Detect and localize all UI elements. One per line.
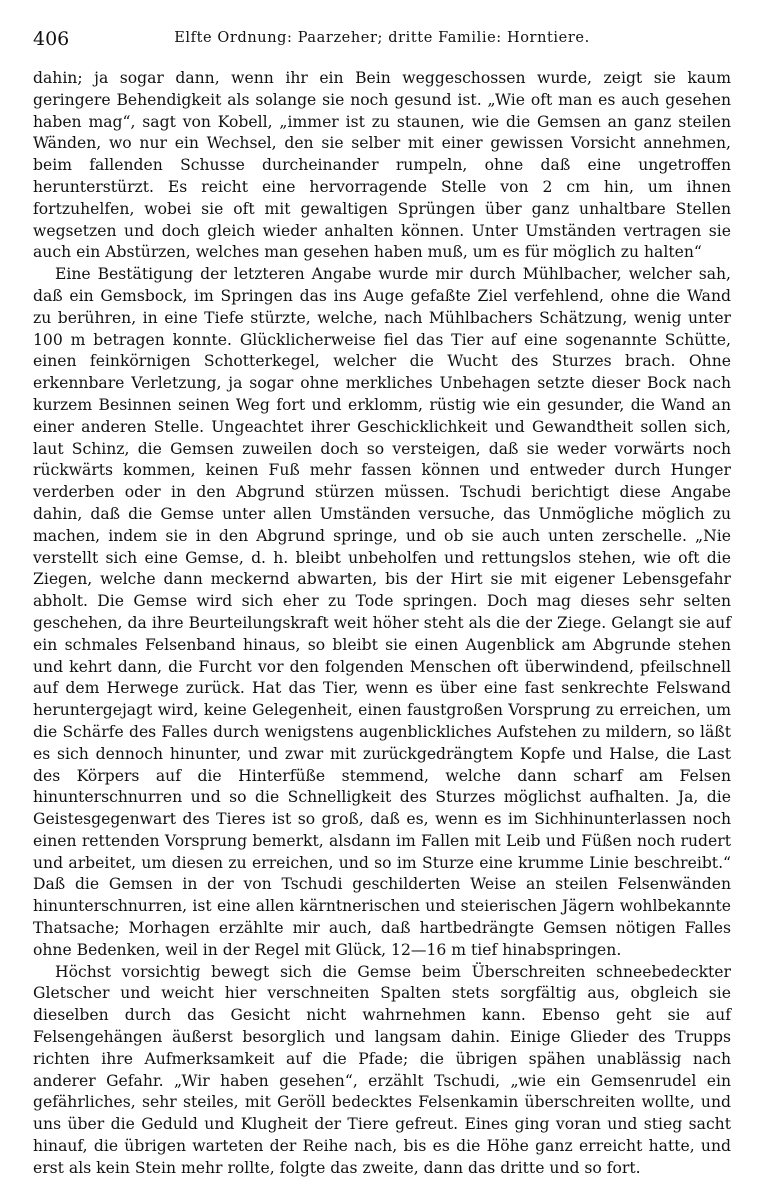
paragraph-caution: Höchst vorsichtig bewegt sich die Gemse beim Überschreiten schneebedeckter Gletscher und weicht hier verschneiten Spalten stets sorgfältig aus, obgleich sie dieselben durch das Gesicht nicht wahrnehmen kann. Ebenso geht sie auf Felsengehängen äußerst besorglich und langsam dahin. Einige Glieder des Trupps richten ihre Aufmerksamkeit auf die Pfade; die übrigen spähen unablässig nach anderer Gefahr. „Wir haben gesehen“, erzählt Tschudi, „wie ein Gemsenrudel ein gefährliches, sehr steiles, mit Geröll bedecktes Felsenkamin überschreiten wollte, und uns über die Geduld und Klugheit der Tiere gefreut. Eines ging voran und stieg sacht hinauf, die übrigen warteten der Reihe nach, bis es die Höhe ganz erreicht hatte, und erst als kein Stein mehr rollte, folgte das zweite, dann das dritte und so fort.: [33, 962, 731, 1177]
page-number: 406: [33, 28, 70, 50]
running-title: Elfte Ordnung: Paarzeher; dritte Familie: Horntiere.: [174, 30, 590, 46]
paragraph-continuation: dahin; ja sogar dann, wenn ihr ein Bein weggeschossen wurde, zeigt sie kaum geringere Behendigkeit als solange sie noch gesund ist. „Wie oft man es auch gesehen haben mag“, sagt von Kobell, „immer ist zu staunen, wie die Gemsen an ganz steilen Wänden, wo nur ein Wechsel, den sie selber mit einer gewissen Vorsicht annehmen, beim fallenden Schusse durcheinander rumpeln, ohne daß eine ungetroffen herunterstürzt. Es reicht eine hervorragende Stelle von 2 cm hin, um ihnen fortzuhelfen, wobei sie oft mit gewaltigen Sprüngen über ganz unhaltbare Stellen wegsetzen und doch gleich wieder anhalten können. Unter Umständen vertragen sie auch ein Abstürzen, welches man gesehen haben muß, um es für möglich zu halten“: [33, 69, 731, 262]
page-header: [33, 28, 731, 56]
body-text: [33, 68, 731, 1180]
paragraph-confirmation: Eine Bestätigung der letzteren Angabe wurde mir durch Mühlbacher, welcher sah, daß ein Gemsbock, im Springen das ins Auge gefaßte Ziel verfehlend, ohne die Wand zu berühren, in eine Tiefe stürzte, welche, nach Mühlbachers Schätzung, wenig unter 100 m betragen konnte. Glücklicherweise fiel das Tier auf eine sogenannte Schütte, einen feinkörnigen Schotterkegel, welcher die Wucht des Sturzes brach. Ohne erkennbare Verletzung, ja sogar ohne merkliches Unbehagen setzte dieser Bock nach kurzem Besinnen seinen Weg fort und erklomm, rüstig wie ein gesunder, die Wand an einer anderen Stelle. Ungeachtet ihrer Geschicklichkeit und Gewandtheit sollen sich, laut Schinz, die Gemsen zuweilen doch so versteigen, daß sie weder vorwärts noch rückwärts kommen, keinen Fuß mehr fassen können und entweder durch Hunger verderben oder in den Abgrund stürzen müssen. Tschudi berichtigt diese Angabe dahin, daß die Gemse unter allen Umständen versuche, das Unmögliche möglich zu machen, indem sie in den Abgrund springe, und ob sie auch unten zerschelle. „Nie verstellt sich eine Gemse, d. h. bleibt unbeholfen und rettungslos stehen, wie oft die Ziegen, welche dann meckernd abwarten, bis der Hirt sie mit eigener Lebensgefahr abholt. Die Gemse wird sich eher zu Tode springen. Doch mag dieses sehr selten geschehen, da ihre Beurteilungskraft weit höher steht als die der Ziege. Gelangt sie auf ein schmales Felsenband hinaus, so bleibt sie einen Augenblick am Abgrunde stehen und kehrt dann, die Furcht vor den folgenden Menschen oft überwindend, pfeilschnell auf dem Herwege zurück. Hat das Tier, wenn es über eine fast senkrechte Felswand heruntergejagt wird, keine Gelegenheit, einen faustgroßen Vorsprung zu erreichen, um die Schärfe des Falles durch wenigstens augenblickliches Aufstehen zu mildern, so läßt es sich dennoch hinunter, und zwar mit zurückgedrängtem Kopfe und Halse, die Last des Körpers auf die Hinterfüße stemmend, welche dann scharf am Felsen hinunterschnurren und so die Schnelligkeit des Sturzes möglichst aufhalten. Ja, die Geistesgegenwart des Tieres ist so groß, daß es, wenn es im Sichhinunterlassen noch einen rettenden Vorsprung bemerkt, alsdann im Fallen mit Leib und Füßen noch rudert und arbeitet, um diesen zu erreichen, und so im Sturze eine krumme Linie beschreibt.“ Daß die Gemsen in der von Tschudi geschilderten Weise an steilen Felsenwänden hinunterschnurren, ist eine allen kärntnerischen und steierischen Jägern wohlbekannte Thatsache; Morhagen erzählte mir auch, daß hartbedrängte Gemsen nötigen Falles ohne Bedenken, weil in der Regel mit Glück, 12—16 m tief hinabspringen.: [33, 265, 731, 959]
